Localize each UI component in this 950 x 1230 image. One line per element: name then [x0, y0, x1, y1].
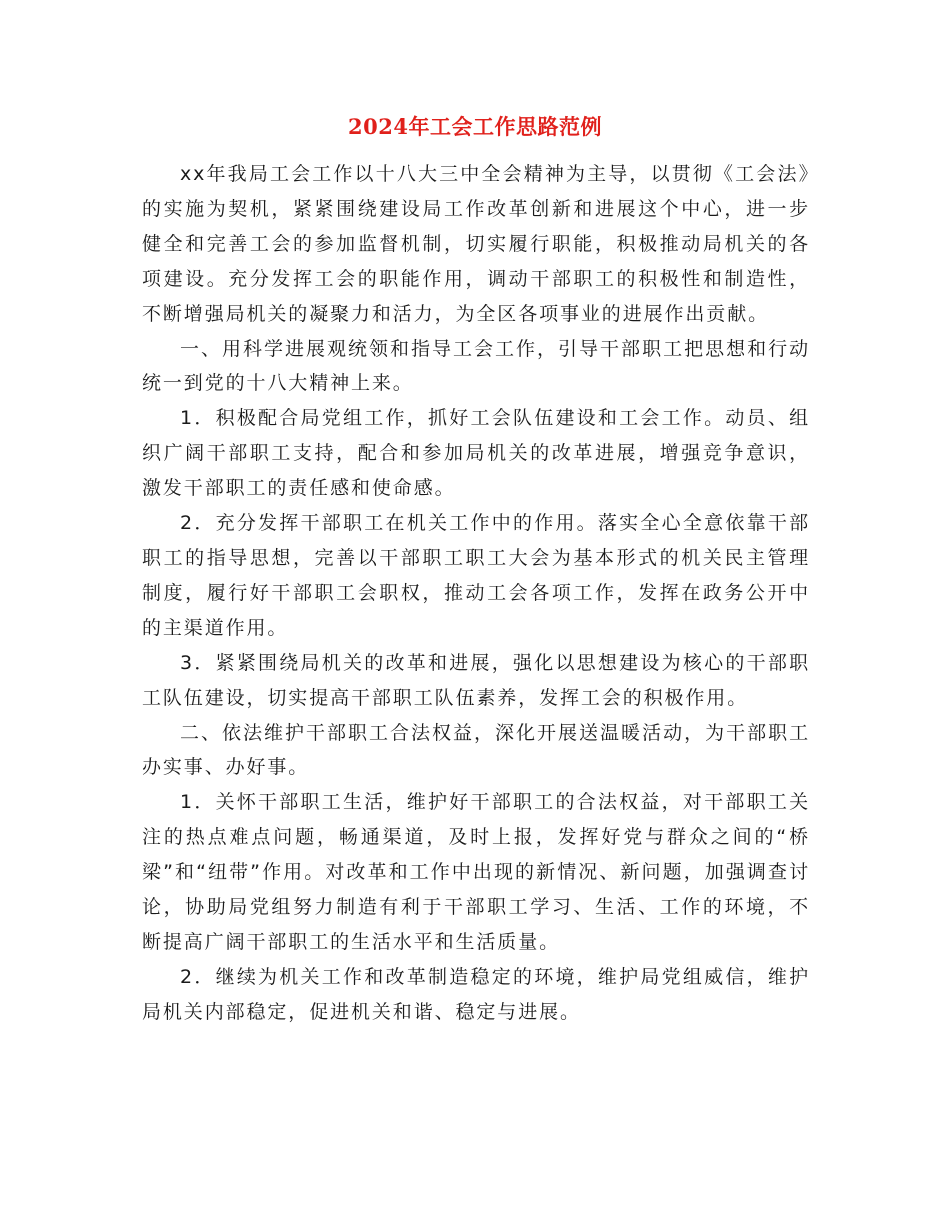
document-title: 2024年工会工作思路范例	[348, 114, 602, 139]
paragraph-section-1-item-1: 1．积极配合局党组工作，抓好工会队伍建设和工会工作。动员、组织广阔干部职工支持，配合和参加局机关的改革进展，增强竞争意识，激发干部职工的责任感和使命感。	[142, 407, 810, 500]
document-body	[142, 157, 810, 1030]
paragraph-section-1-item-3: 3．紧紧围绕局机关的改革和进展，强化以思想建设为核心的干部职工队伍建设，切实提高干部职工队伍素养，发挥工会的积极作用。	[142, 651, 810, 709]
paragraph-section-2-item-1: 1．关怀干部职工生活，维护好干部职工的合法权益，对干部职工关注的热点难点问题，畅通渠道，及时上报，发挥好党与群众之间的“桥梁”和“纽带”作用。对改革和工作中出现的新情况、新问题，加强调查讨论，协助局党组努力制造有利于干部职工学习、生活、工作的环境，不断提高广阔干部职工的生活水平和生活质量。	[142, 791, 810, 953]
paragraph-section-2-item-2: 2．继续为机关工作和改革制造稳定的环境，维护局党组威信，维护局机关内部稳定，促进机关和谐、稳定与进展。	[142, 965, 810, 1023]
paragraph-section-2-heading: 二、依法维护干部职工合法权益，深化开展送温暖活动，为干部职工办实事、办好事。	[142, 721, 810, 779]
paragraph-section-1-item-2: 2．充分发挥干部职工在机关工作中的作用。落实全心全意依靠干部职工的指导思想，完善以干部职工职工大会为基本形式的机关民主管理制度，履行好干部职工会职权，推动工会各项工作，发挥在政务公开中的主渠道作用。	[142, 512, 810, 639]
paragraph-intro: xx年我局工会工作以十八大三中全会精神为主导，以贯彻《工会法》的实施为契机，紧紧围绕建设局工作改革创新和进展这个中心，进一步健全和完善工会的参加监督机制，切实履行职能，积极推动局机关的各项建设。充分发挥工会的职能作用，调动干部职工的积极性和制造性，不断增强局机关的凝聚力和活力，为全区各项事业的进展作出贡献。	[142, 163, 810, 325]
paragraph-section-1-heading: 一、用科学进展观统领和指导工会工作，引导干部职工把思想和行动统一到党的十八大精神上来。	[142, 337, 810, 395]
